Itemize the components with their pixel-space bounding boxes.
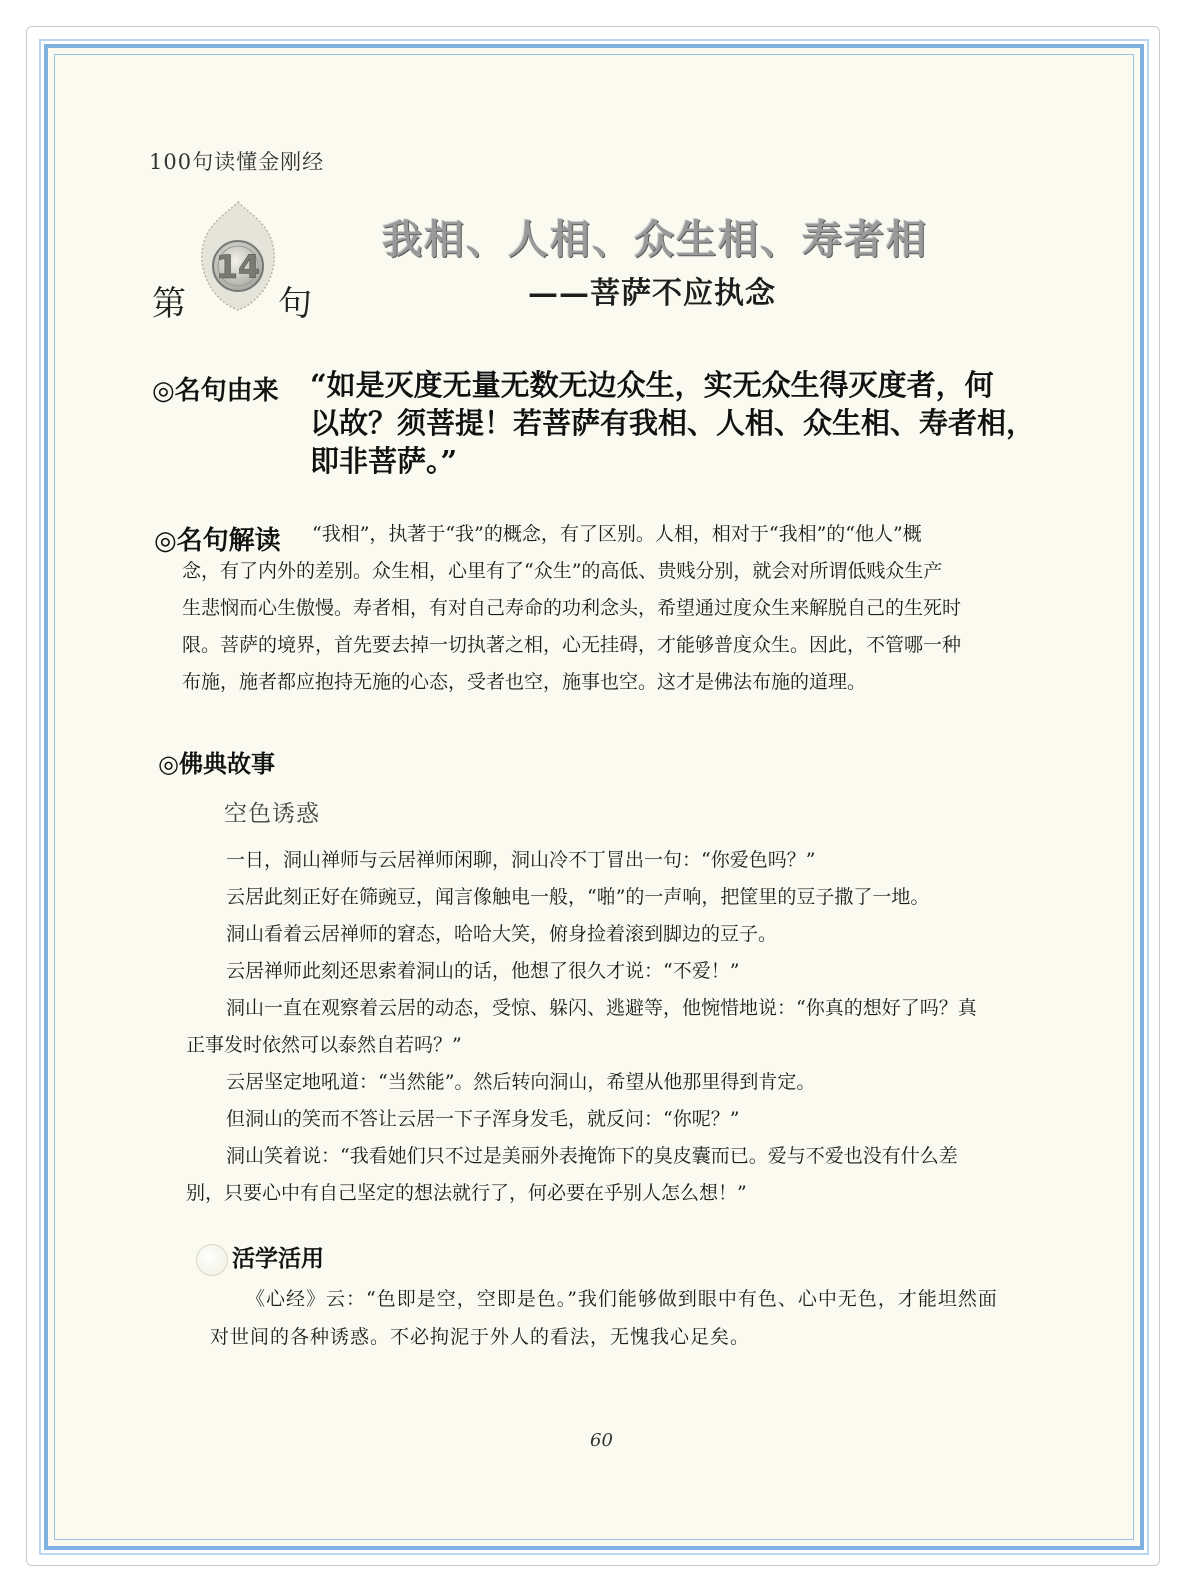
- origin-quote-line: 即非菩萨。”: [310, 444, 458, 478]
- application-paragraph: [210, 1280, 1010, 1356]
- story-line: 云居坚定地吼道：“当然能”。然后转向洞山，希望从他那里得到肯定。: [226, 1071, 816, 1093]
- page-number: 60: [590, 1430, 613, 1451]
- story-line: 洞山一直在观察着云居的动态，受惊、躲闪、逃避等，他惋惜地说：“你真的想好了吗？真: [226, 997, 977, 1019]
- interpretation-label: ◎名句解读: [154, 526, 281, 556]
- running-head: 100句读懂金刚经: [149, 150, 325, 174]
- origin-quote-line: “如是灭度无量无数无边众生，实无众生得灭度者，何: [310, 368, 994, 402]
- story-body: [186, 842, 1016, 1212]
- story-line: 正事发时依然可以泰然自若吗？”: [186, 1034, 462, 1056]
- interpretation-line: 生悲悯而心生傲慢。寿者相，有对自己寿命的功利念头，希望通过度众生来解脱自己的生死时: [182, 597, 962, 619]
- origin-label: ◎名句由来: [152, 376, 279, 406]
- story-line: 洞山笑着说：“我看她们只不过是美丽外表掩饰下的臭皮囊而已。爱与不爱也没有什么差: [226, 1145, 958, 1167]
- story-title: 空色诱惑: [224, 801, 320, 827]
- chapter-title: 我相、人相、众生相、寿者相: [382, 216, 928, 263]
- chapter-ordinal-right: 句: [278, 284, 312, 324]
- origin-quote-line: 以故？须菩提！若菩萨有我相、人相、众生相、寿者相，: [310, 406, 1036, 440]
- interpretation-line: 限。菩萨的境界，首先要去掉一切执著之相，心无挂碍，才能够普度众生。因此，不管哪一种: [182, 634, 962, 656]
- interpretation-paragraph: [182, 516, 1012, 701]
- story-label: ◎佛典故事: [158, 750, 275, 778]
- story-line: 洞山看着云居禅师的窘态，哈哈大笑，俯身捡着滚到脚边的豆子。: [226, 923, 778, 945]
- story-line: 云居禅师此刻还思索着洞山的话，他想了很久才说：“不爱！”: [226, 960, 740, 982]
- interpretation-line: 布施，施者都应抱持无施的心态，受者也空，施事也空。这才是佛法布施的道理。: [182, 671, 867, 693]
- chapter-subtitle: ——菩萨不应执念: [528, 276, 776, 311]
- interpretation-line: 念，有了内外的差别。众生相，心里有了“众生”的高低、贵贱分别，就会对所谓低贱众生产: [182, 560, 943, 582]
- story-line: 云居此刻正好在筛豌豆，闻言像触电一般，“啪”的一声响，把筐里的豆子撒了一地。: [226, 886, 930, 908]
- story-line: 但洞山的笑而不答让云居一下子浑身发毛，就反问：“你呢？”: [226, 1108, 740, 1130]
- story-line: 一日，洞山禅师与云居禅师闲聊，洞山冷不丁冒出一句：“你爱色吗？”: [226, 849, 816, 871]
- application-line: 《心经》云：“色即是空，空即是色。”我们能够做到眼中有色、心中无色，才能坦然面: [246, 1288, 998, 1310]
- chapter-ordinal-left: 第: [152, 284, 186, 324]
- chapter-number: 14: [215, 248, 261, 286]
- origin-quote: [310, 366, 1036, 480]
- application-line: 对世间的各种诱惑。不必拘泥于外人的看法，无愧我心足矣。: [210, 1326, 751, 1348]
- story-line: 别，只要心中有自己坚定的想法就行了，何必要在乎别人怎么想！”: [186, 1182, 747, 1204]
- application-label: 活学活用: [232, 1245, 324, 1272]
- interpretation-line: “我相”，执著于“我”的概念，有了区别。人相，相对于“我相”的“他人”概: [312, 523, 922, 545]
- circle-icon: [196, 1244, 228, 1276]
